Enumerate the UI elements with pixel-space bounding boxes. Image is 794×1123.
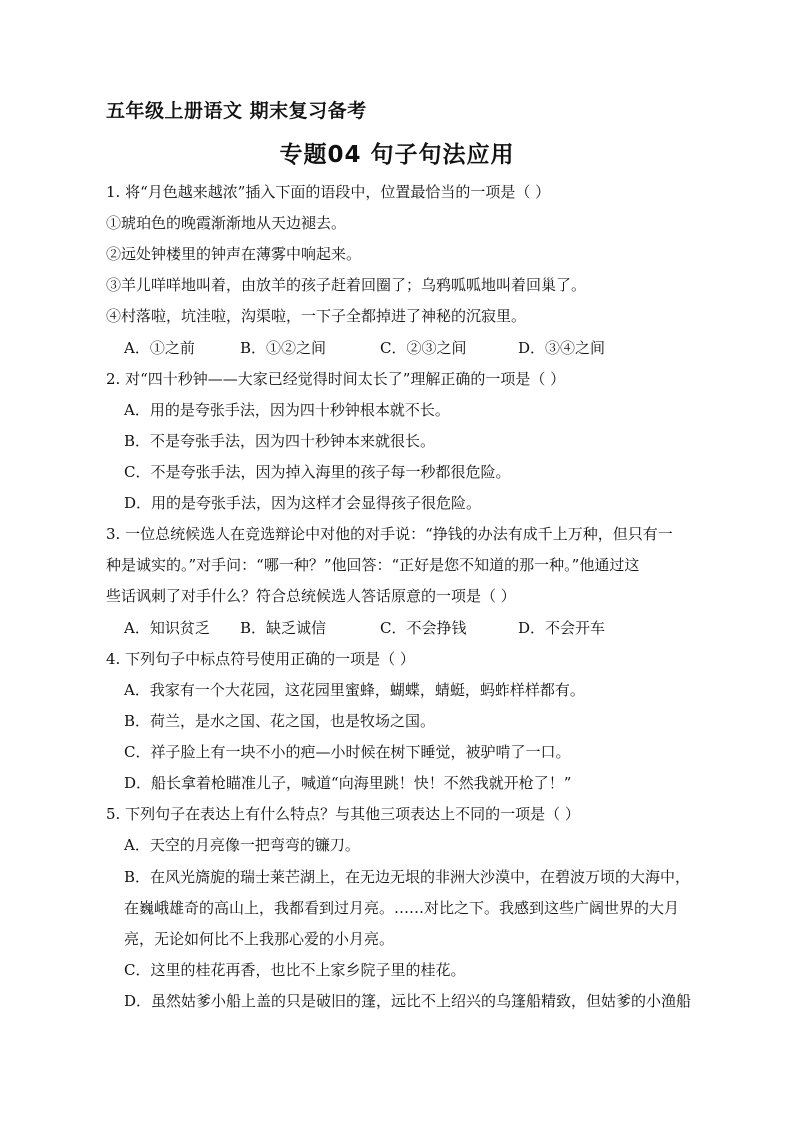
- question-3-options: [124, 618, 605, 638]
- question-1-option-d: D．③④之间: [518, 339, 606, 357]
- question-4-option-a: A．我家有一个大花园，这花园里蜜蜂，蝴蝶，蜻蜓，蚂蚱样样都有。: [124, 681, 585, 699]
- question-3-option-b: B．缺乏诚信: [240, 619, 327, 637]
- question-1-options: [124, 338, 605, 358]
- subject-heading: 五年级上册语文 期末复习备考: [106, 100, 367, 122]
- question-5-option-b-line: B．在风光旖旎的瑞士莱芒湖上，在无边无垠的非洲大沙漠中，在碧波万顷的大海中，: [124, 868, 691, 886]
- question-3-stem-line: 种是诚实的。”对手问：“哪一种？”他回答：“正好是您不知道的那一种。”他通过这: [106, 556, 640, 574]
- question-5-option-d-line: D．虽然姑爹小船上盖的只是破旧的篷，远比不上绍兴的乌篷船精致，但姑爹的小渔船: [124, 992, 692, 1010]
- question-3-option-d: D．不会开车: [518, 619, 606, 637]
- question-2-option-a: A．用的是夸张手法，因为四十秒钟根本就不长。: [124, 401, 450, 419]
- question-1-option-b: B．①②之间: [240, 339, 327, 357]
- question-5-option-b-line: 亮，无论如何比不上我那心爱的小月亮。: [124, 930, 395, 948]
- question-2-stem: 2. 对“四十秒钟——大家已经觉得时间太长了”理解正确的一项是（ ）: [106, 370, 566, 388]
- question-1-stem: 1. 将“月色越来越浓”插入下面的语段中，位置最恰当的一项是（ ）: [106, 183, 551, 201]
- question-1-passage-line: ①琥珀色的晚霞渐渐地从天边褪去。: [106, 214, 347, 232]
- question-2-option-b: B．不是夸张手法，因为四十秒钟本来就很长。: [124, 432, 436, 450]
- question-3-option-c: C．不会挣钱: [380, 619, 467, 637]
- question-1-passage-line: ②远处钟楼里的钟声在薄雾中响起来。: [106, 245, 362, 263]
- question-4-option-b: B．荷兰，是水之国、花之国，也是牧场之国。: [124, 712, 436, 730]
- question-5-option-c: C．这里的桂花再香，也比不上家乡院子里的桂花。: [124, 961, 466, 979]
- question-1-option-c: C．②③之间: [380, 339, 467, 357]
- question-1-passage-line: ④村落啦，坑洼啦，沟渠啦，一下子全都掉进了神秘的沉寂里。: [106, 307, 527, 325]
- question-5-option-b-line: 在巍峨雄奇的高山上，我都看到过月亮。……对比之下。我感到这些广阔世界的大月: [124, 899, 680, 917]
- question-2-option-d: D．用的是夸张手法，因为这样才会显得孩子很危险。: [124, 494, 482, 512]
- question-2-option-c: C．不是夸张手法，因为掉入海里的孩子每一秒都很危险。: [124, 463, 511, 481]
- question-3-stem-line: 3. 一位总统候选人在竞选辩论中对他的对手说：“挣钱的办法有成千上万种，但只有一: [106, 525, 673, 543]
- page-title: 专题04 句子句法应用: [279, 142, 515, 168]
- question-3-option-a: A．知识贫乏: [124, 619, 210, 637]
- question-1-passage-line: ③羊儿咩咩地叫着，由放羊的孩子赶着回圈了；乌鸦呱呱地叫着回巢了。: [106, 276, 587, 294]
- question-4-stem: 4. 下列句子中标点符号使用正确的一项是（ ）: [106, 650, 415, 668]
- question-4-option-c: C．祥子脸上有一块不小的疤—小时候在树下睡觉，被驴啃了一口。: [124, 743, 571, 761]
- question-5-option-a: A．天空的月亮像一把弯弯的镰刀。: [124, 836, 360, 854]
- question-4-option-d: D．船长拿着枪瞄准儿子，喊道“向海里跳！快！不然我就开枪了！”: [124, 774, 572, 792]
- question-5-stem: 5. 下列句子在表达上有什么特点？与其他三项表达上不同的一项是（ ）: [106, 805, 580, 823]
- question-1-option-a: A．①之前: [124, 339, 195, 357]
- question-3-stem-line: 些话讽刺了对手什么？符合总统候选人答话原意的一项是（ ）: [106, 587, 516, 605]
